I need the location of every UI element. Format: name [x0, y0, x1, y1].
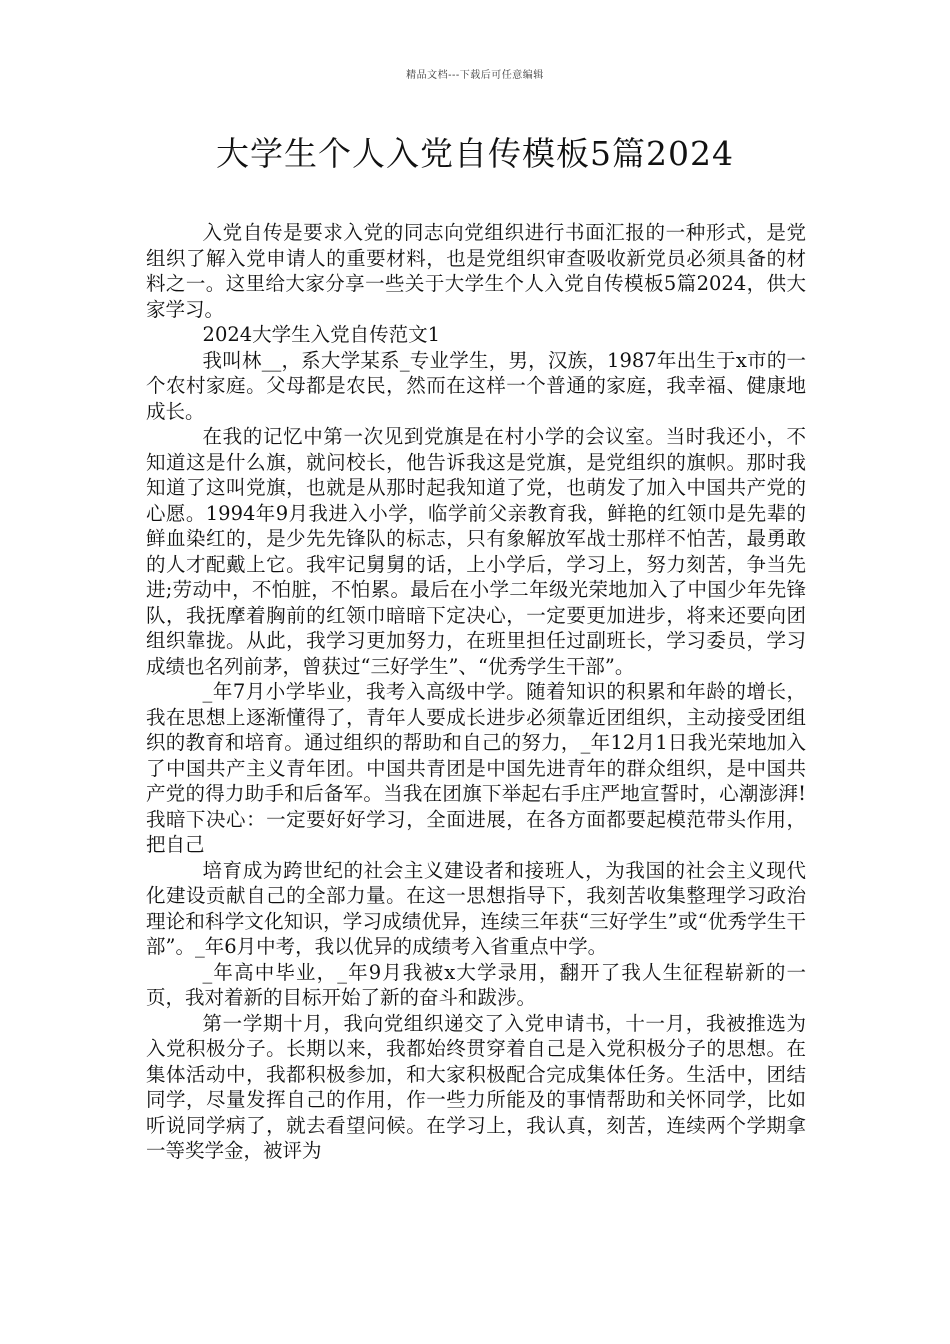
body-paragraph: 第一学期十月，我向党组织递交了入党申请书，十一月，我被推选为入党积极分子。长期以来，我都始终贯穿着自己是入党积极分子的思想。在集体活动中，我都积极参加，和大家积极配合完成集体任务。生活中，团结同学，尽量发挥自己的作用，作一些力所能及的事情帮助和关怀同学，比如听说同学病了，就去看望问候。在学习上，我认真，刻苦，连续两个学期拿一等奖学金，被评为 — [146, 1011, 806, 1162]
document-title: 大学生个人入党自传模板5篇2024 — [216, 134, 734, 173]
section-heading: 2024大学生入党自传范文1 — [202, 323, 441, 346]
body-paragraph: 培育成为跨世纪的社会主义建设者和接班人，为我国的社会主义现代化建设贡献自己的全部力量。在这一思想指导下，我刻苦收集整理学习政治理论和科学文化知识，学习成绩优异，连续三年获“三好学生”或“优秀学生干部”。_年6月中考，我以优异的成绩考入省重点中学。 — [146, 858, 806, 958]
intro-paragraph: 入党自传是要求入党的同志向党组织进行书面汇报的一种形式，是党组织了解入党申请人的重要材料，也是党组织审查吸收新党员必须具备的材料之一。这里给大家分享一些关于大学生个人入党自传模板5篇2024，供大家学习。 — [146, 221, 806, 321]
body-paragraph: 在我的记忆中第一次见到党旗是在村小学的会议室。当时我还小，不知道这是什么旗，就问校长，他告诉我这是党旗，是党组织的旗帜。那时我知道了这叫党旗，也就是从那时起我知道了党，也萌发了加入中国共产党的心愿。1994年9月我进入小学，临学前父亲教育我，鲜艳的红领巾是先辈的鲜血染红的，是少先先锋队的标志，只有象解放军战士那样不怕苦，最勇敢的人才配戴上它。我牢记舅舅的话，上小学后，学习上，努力刻苦，争当先进;劳动中，不怕脏，不怕累。最后在小学二年级光荣地加入了中国少年先锋队，我抚摩着胸前的红领巾暗暗下定决心，一定要更加进步，将来还要向团组织靠拢。从此，我学习更加努力，在班里担任过副班长，学习委员，学习成绩也名列前茅，曾获过“三好学生”、“优秀学生干部”。 — [146, 425, 806, 678]
body-paragraph: 我叫林__，系大学某系_专业学生，男，汉族，1987年出生于x市的一个农村家庭。父母都是农民，然而在这样一个普通的家庭，我幸福、健康地成长。 — [146, 348, 806, 423]
body-paragraph: _年高中毕业，_年9月我被x大学录用，翻开了我人生征程崭新的一页，我对着新的目标开始了新的奋斗和跋涉。 — [146, 960, 806, 1009]
body-paragraph: _年7月小学毕业，我考入高级中学。随着知识的积累和年龄的增长，我在思想上逐渐懂得了，青年人要成长进步必须靠近团组织，主动接受团组织的教育和培育。通过组织的帮助和自己的努力，_年12月1日我光荣地加入了中国共产主义青年团。中国共青团是中国先进青年的群众组织，是中国共产党的得力助手和后备军。当我在团旗下举起右手庄严地宣誓时，心潮澎湃!我暗下决心：一定要好好学习，全面进展，在各方面都要起模范带头作用，把自己 — [146, 680, 806, 856]
header-note: 精品文档---下载后可任意编辑 — [406, 70, 544, 81]
document-body — [146, 220, 806, 1164]
